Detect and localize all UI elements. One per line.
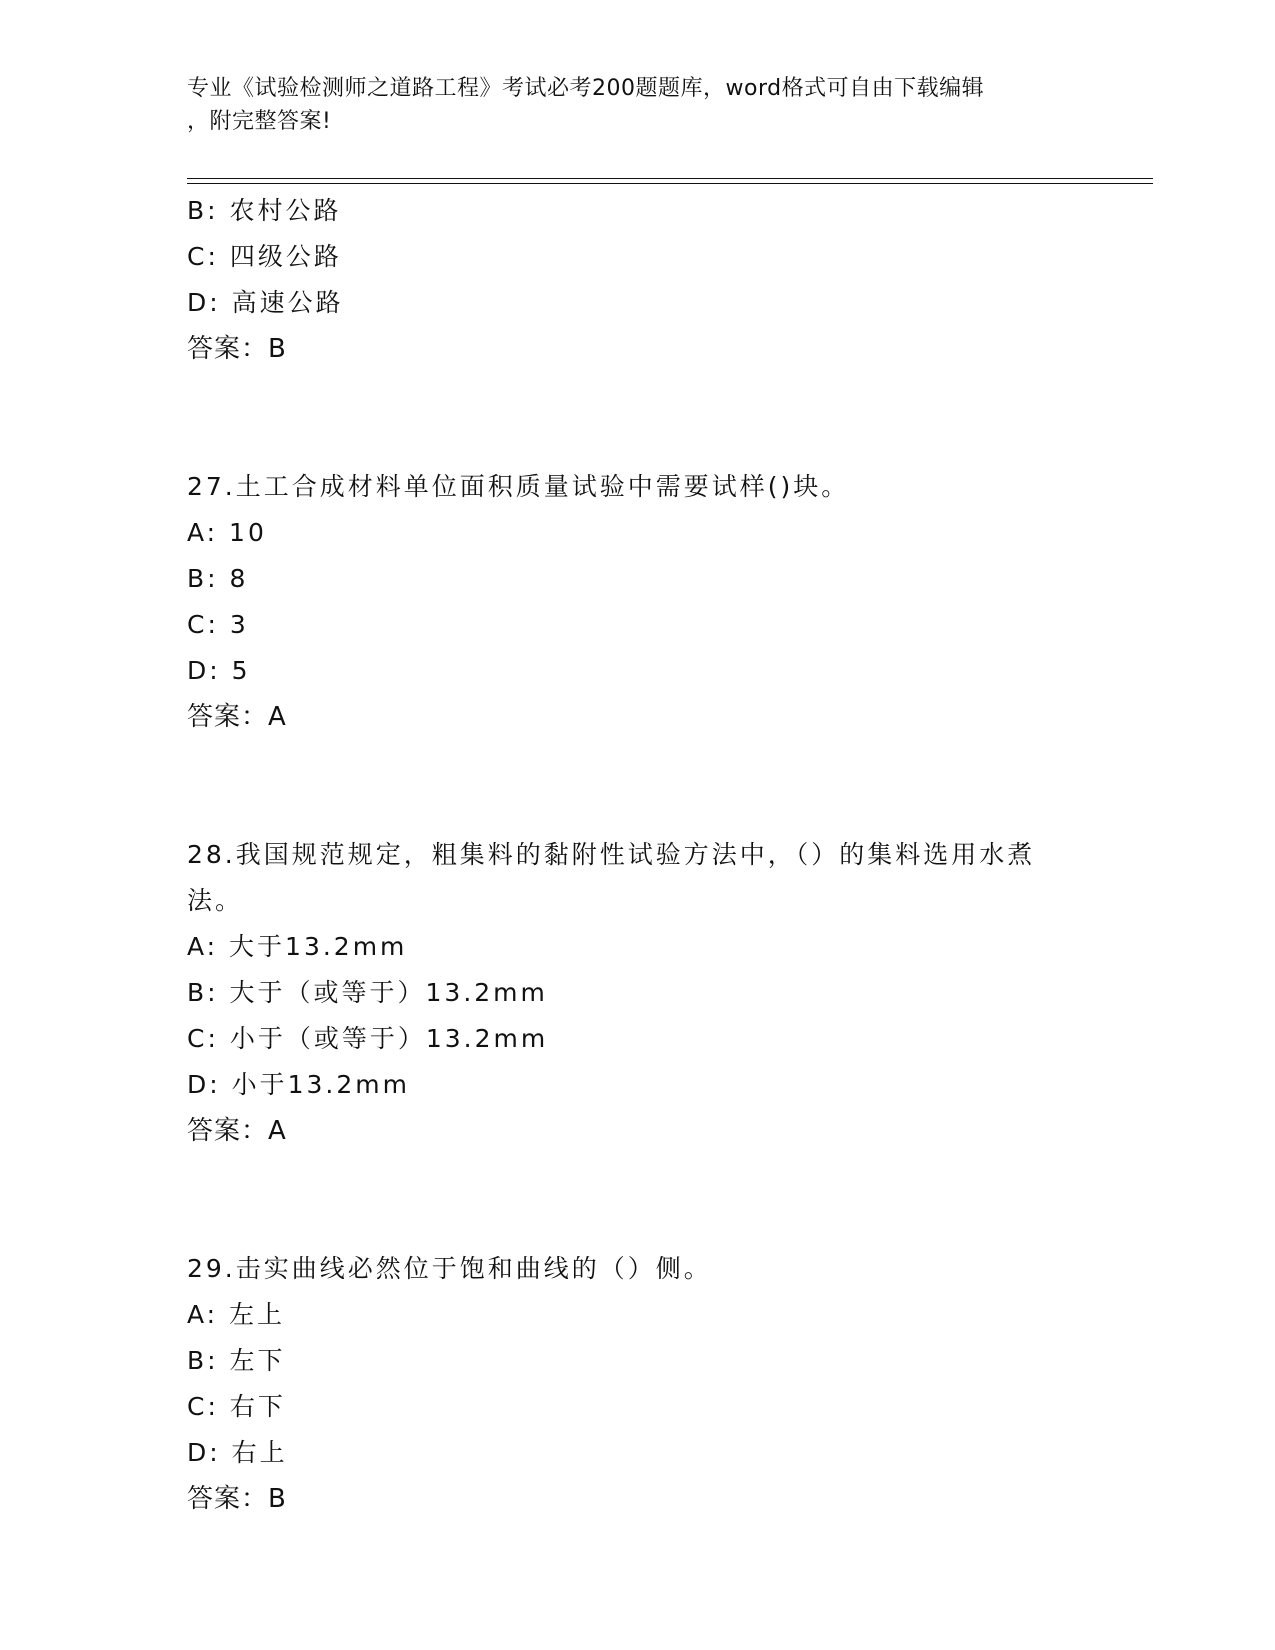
option-c: C: 右下	[187, 1392, 286, 1421]
option-a: A: 大于13.2mm	[187, 932, 408, 961]
header-divider-top	[187, 178, 1153, 179]
header-line-2: ，附完整答案!	[187, 109, 332, 134]
question-27	[187, 464, 1147, 740]
question-spacer	[187, 1154, 1147, 1246]
option-b: B: 大于（或等于）13.2mm	[187, 978, 548, 1007]
option-c: C: 3	[187, 610, 249, 639]
option-a: A: 左上	[187, 1300, 286, 1329]
answer-line: 答案：A	[187, 1116, 287, 1146]
option-a: A: 10	[187, 518, 267, 547]
header-line-1: 专业《试验检测师之道路工程》考试必考200题题库，word格式可自由下载编辑	[187, 76, 985, 101]
option-d: D: 小于13.2mm	[187, 1070, 410, 1099]
answer-line: 答案：B	[187, 1484, 287, 1514]
question-29	[187, 1246, 1147, 1522]
option-d: D: 5	[187, 656, 251, 685]
answer-line: 答案：B	[187, 334, 287, 364]
option-d: D: 高速公路	[187, 288, 344, 317]
question-text-line-1: 28.我国规范规定，粗集料的黏附性试验方法中，（）的集料选用水煮	[187, 840, 1036, 869]
option-b: B: 左下	[187, 1346, 286, 1375]
question-spacer	[187, 740, 1147, 832]
option-d: D: 右上	[187, 1438, 288, 1467]
question-text: 29.击实曲线必然位于饱和曲线的（）侧。	[187, 1254, 712, 1283]
question-28	[187, 832, 1147, 1154]
question-list	[187, 188, 1147, 1522]
option-b: B: 农村公路	[187, 196, 342, 225]
document-header	[187, 72, 1087, 138]
question-26-fragment	[187, 188, 1147, 372]
option-b: B: 8	[187, 564, 249, 593]
option-c: C: 四级公路	[187, 242, 342, 271]
option-c: C: 小于（或等于）13.2mm	[187, 1024, 549, 1053]
answer-line: 答案：A	[187, 702, 287, 732]
question-spacer	[187, 372, 1147, 464]
question-text-line-2: 法。	[187, 886, 244, 915]
header-divider-bottom	[187, 183, 1153, 184]
question-text: 27.土工合成材料单位面积质量试验中需要试样()块。	[187, 472, 850, 501]
